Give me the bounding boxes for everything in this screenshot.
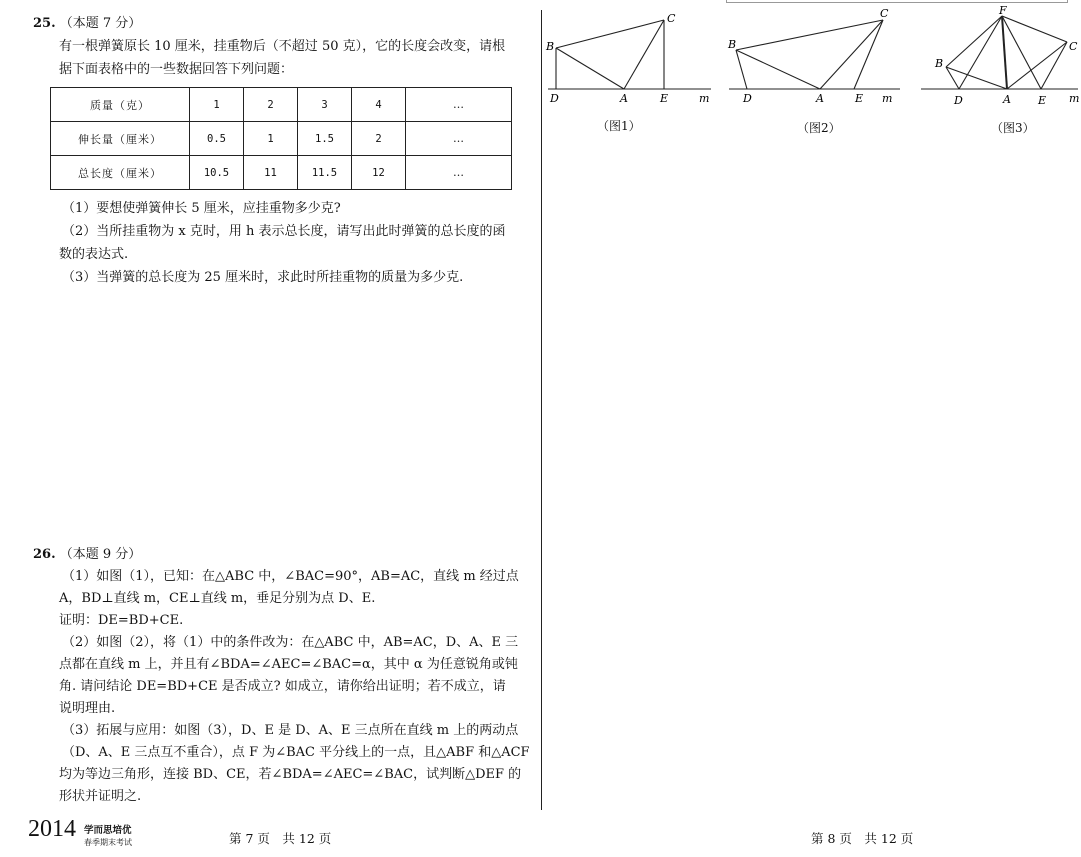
fig3-label-m: m xyxy=(1069,92,1080,105)
table-cell: 2 xyxy=(352,122,406,156)
fig2-label-a: A xyxy=(816,92,824,105)
fig2-segment-ba xyxy=(736,50,820,89)
figure-1-caption: （图1） xyxy=(597,119,641,133)
figure-1-diagram xyxy=(548,20,711,89)
table-cell: 12 xyxy=(352,156,406,190)
table-cell: 11 xyxy=(244,156,298,190)
table-cell: 2 xyxy=(244,88,298,122)
fig3-label-e: E xyxy=(1038,94,1047,107)
spring-data-table xyxy=(50,87,512,190)
q25-sub3: （3）当弹簧的总长度为 25 厘米时，求此时所挂重物的质量为多少克. xyxy=(62,270,464,285)
fig2-segment-bc xyxy=(736,20,883,50)
q26-line: 证明：DE=BD+CE. xyxy=(59,613,184,628)
table-cell: 3 xyxy=(298,88,352,122)
q25-number: 25. xyxy=(33,16,56,31)
fig3-label-b: B xyxy=(935,57,944,70)
fig3-label-f: F xyxy=(999,4,1007,17)
fig1-label-m: m xyxy=(699,92,710,105)
footer-year: 2014 xyxy=(28,816,76,842)
q26-line: 形状并证明之. xyxy=(59,789,142,804)
q26-line: A，BD⊥直线 m，CE⊥直线 m，垂足分别为点 D、E. xyxy=(59,591,376,606)
table-cell: 0.5 xyxy=(190,122,244,156)
table-row xyxy=(51,156,512,190)
fig3-label-c: C xyxy=(1069,40,1078,53)
fig1-segment-ba xyxy=(556,48,624,89)
fig3-segment-ba xyxy=(946,67,1007,89)
table-row xyxy=(51,122,512,156)
fig1-label-e: E xyxy=(660,92,669,105)
figure-3-caption: （图3） xyxy=(991,121,1035,135)
page-divider xyxy=(541,10,542,810)
fig3-segment-fd xyxy=(959,16,1002,89)
page-number-left: 第 7 页 共 12 页 xyxy=(229,831,332,846)
fig2-label-d: D xyxy=(743,92,752,105)
table-row-header: 伸长量（厘米） xyxy=(51,122,190,156)
fig1-label-d: D xyxy=(550,92,559,105)
q26-score: （本题 9 分） xyxy=(59,547,142,562)
fig2-segment-ce xyxy=(854,20,883,89)
q25-sub2-line2: 数的表达式. xyxy=(59,247,129,262)
table-cell: … xyxy=(406,122,512,156)
fig2-label-c: C xyxy=(880,7,889,20)
fig3-segment-ce xyxy=(1041,42,1067,89)
table-cell: 1 xyxy=(244,122,298,156)
q26-line: 角. 请问结论 DE=BD+CE 是否成立? 如成立，请你给出证明；若不成立，请 xyxy=(59,679,506,694)
table-cell: 4 xyxy=(352,88,406,122)
q26-line: （1）如图（1），已知：在△ABC 中，∠BAC=90°，AB=AC，直线 m 经过点 xyxy=(62,569,519,584)
footer-exam-name: 春季期末考试 xyxy=(84,838,132,847)
fig1-segment-ca xyxy=(624,20,664,89)
fig3-segment-fc xyxy=(1002,16,1067,42)
page-number-right: 第 8 页 共 12 页 xyxy=(811,831,914,846)
q25-intro-line2: 据下面表格中的一些数据回答下列问题： xyxy=(59,62,294,77)
q26-line: （2）如图（2），将（1）中的条件改为：在△ABC 中，AB=AC，D、A、E 三 xyxy=(62,635,519,650)
q25-heading xyxy=(33,13,141,35)
fig2-label-b: B xyxy=(728,38,737,51)
q26-heading xyxy=(33,544,141,566)
fig1-label-a: A xyxy=(620,92,628,105)
fig3-segment-fb xyxy=(946,16,1002,67)
fig2-segment-ca xyxy=(820,20,883,89)
table-cell: 1 xyxy=(190,88,244,122)
fig3-label-a: A xyxy=(1003,93,1011,106)
q26-line: （3）拓展与应用：如图（3），D、E 是 D、A、E 三点所在直线 m 上的两动点 xyxy=(62,723,519,738)
fig3-segment-bd xyxy=(946,67,959,89)
fig2-segment-bd xyxy=(736,50,747,89)
fig1-label-b: B xyxy=(546,40,555,53)
table-row-header: 总长度（厘米） xyxy=(51,156,190,190)
figure-2-diagram xyxy=(729,20,900,89)
table-cell: 10.5 xyxy=(190,156,244,190)
q26-line: （D、A、E 三点互不重合），点 F 为∠BAC 平分线上的一点，且△ABF 和△ACF xyxy=(62,745,530,760)
fig2-label-e: E xyxy=(855,92,864,105)
fig1-label-c: C xyxy=(667,12,676,25)
fig2-label-m: m xyxy=(882,92,893,105)
table-cell: … xyxy=(406,156,512,190)
table-cell: 11.5 xyxy=(298,156,352,190)
q26-number: 26. xyxy=(33,547,56,562)
table-cell: … xyxy=(406,88,512,122)
q25-intro-line1: 有一根弹簧原长 10 厘米，挂重物后（不超过 50 克），它的长度会改变，请根 xyxy=(59,39,506,54)
fig1-segment-bc xyxy=(556,20,664,48)
q25-score: （本题 7 分） xyxy=(59,16,142,31)
table-row xyxy=(51,88,512,122)
q25-sub1: （1）要想使弹簧伸长 5 厘米，应挂重物多少克? xyxy=(62,201,341,216)
q26-line: 点都在直线 m 上，并且有∠BDA=∠AEC=∠BAC=α，其中 α 为任意锐角或钝 xyxy=(59,657,518,672)
table-row-header: 质量（克） xyxy=(51,88,190,122)
figure-2-caption: （图2） xyxy=(797,121,841,135)
fig3-label-d: D xyxy=(954,94,963,107)
q26-line: 均为等边三角形，连接 BD、CE，若∠BDA=∠AEC=∠BAC，试判断△DEF 的 xyxy=(59,767,522,782)
q26-line: 说明理由. xyxy=(59,701,116,716)
q25-sub2-line1: （2）当所挂重物为 x 克时，用 h 表示总长度，请写出此时弹簧的总长度的函 xyxy=(62,224,506,239)
fig3-segment-fa xyxy=(1002,16,1007,89)
figure-3-diagram xyxy=(921,16,1078,89)
footer-brand: 学而思培优 xyxy=(84,825,132,836)
table-cell: 1.5 xyxy=(298,122,352,156)
